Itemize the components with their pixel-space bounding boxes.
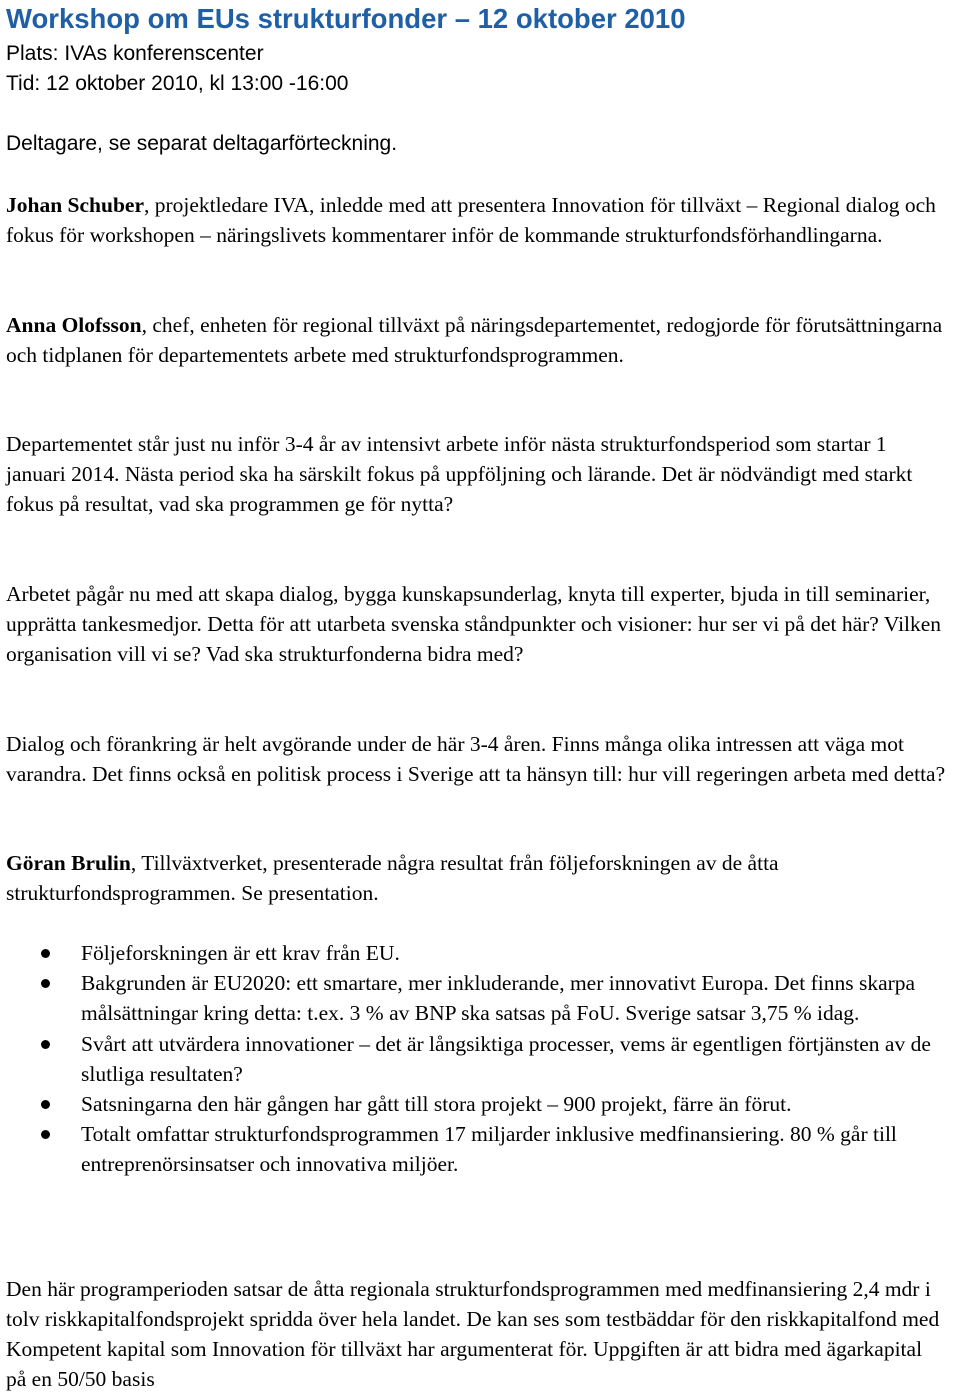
document-title: Workshop om EUs strukturfonder – 12 oktober 2010 (6, 3, 686, 34)
meeting-place: Plats: IVAs konferenscenter (6, 42, 264, 65)
bullet-dot-icon (41, 1100, 50, 1109)
paragraph-text: , chef, enheten för regional tillväxt på näringsdepartementet, redogjorde för förutsättningarna och tidplanen för departementets arbete med strukturfondsprogrammen. (6, 313, 943, 367)
paragraph-johan-schuber (6, 190, 946, 250)
list-item-text: Bakgrunden är EU2020: ett smartare, mer inkluderande, mer innovativt Europa. Det finns skarpa målsättningar kring detta: t.ex. 3 % av BNP ska satsas på FoU. Sverige satsar 3,75 % idag. (81, 971, 916, 1026)
speaker-name-johan: Johan Schuber (6, 193, 144, 217)
participants-note: Deltagare, se separat deltagarförteckning. (6, 132, 398, 155)
meeting-time: Tid: 12 oktober 2010, kl 13:00 -16:00 (6, 72, 349, 95)
bullet-list (0, 938, 960, 1180)
list-item (0, 1089, 960, 1119)
speaker-name-anna: Anna Olofsson (6, 313, 142, 337)
list-item (0, 968, 960, 1028)
paragraph-dialog: Dialog och förankring är helt avgörande under de här 3-4 åren. Finns många olika intressen att väga mot varandra. Det finns också en politisk process i Sverige att ta hänsyn till: hur vill regeringen arbeta med detta? (6, 732, 946, 786)
paragraph-anna-olofsson (6, 310, 946, 370)
list-item-text: Svårt att utvärdera innovationer – det är långsiktiga processer, vems är egentligen förtjänsten av de slutliga resultaten? (81, 1031, 931, 1086)
list-item (0, 1029, 960, 1089)
list-item (0, 938, 960, 968)
bullet-dot-icon (41, 949, 50, 958)
bullet-dot-icon (41, 1130, 50, 1139)
paragraph-goran-brulin (6, 848, 946, 908)
list-item-text: Satsningarna den här gången har gått till stora projekt – 900 projekt, färre än förut. (81, 1092, 792, 1117)
paragraph-text: , projektledare IVA, inledde med att presentera Innovation för tillväxt – Regional dialog och fokus för workshopen – näringslivets kommentarer inför de kommande strukturfondsförhandlingarna. (6, 193, 936, 247)
list-item-text: Totalt omfattar strukturfondsprogrammen 17 miljarder inklusive medfinansiering. 80 % går till entreprenörsinsatser och innovativa miljöer. (81, 1122, 897, 1177)
paragraph-arbetet: Arbetet pågår nu med att skapa dialog, bygga kunskapsunderlag, knyta till experter, bjuda in till seminarier, upprätta tankesmedjor. Detta för att utarbeta svenska ståndpunkter och visioner: hur ser vi på det här? Vilken organisation vill vi se? Vad ska strukturfonderna bidra med? (6, 582, 942, 666)
list-item (0, 1119, 960, 1179)
paragraph-text: , Tillväxtverket, presenterade några resultat från följeforskningen av de åtta strukturfondsprogrammen. Se presentation. (6, 851, 779, 905)
speaker-name-goran: Göran Brulin (6, 851, 131, 875)
list-item-text: Följeforskningen är ett krav från EU. (81, 941, 400, 965)
paragraph-departementet: Departementet står just nu inför 3-4 år av intensivt arbete inför nästa strukturfondsperiod som startar 1 januari 2014. Nästa period ska ha särskilt fokus på uppföljning och lärande. Det är nödvändigt med starkt fokus på resultat, vad ska programmen ge för nytta? (6, 432, 913, 516)
bullet-dot-icon (41, 1040, 50, 1049)
paragraph-programperiod: Den här programperioden satsar de åtta regionala strukturfondsprogrammen med medfinansiering 2,4 mdr i tolv riskkapitalfondsprojekt spridda över hela landet. De kan ses som testbäddar för den riskkapitalfond med Kompetent kapital som Innovation för tillväxt har argumenterat för. Uppgiften är att bidra med ägarkapital på en 50/50 basis (6, 1277, 940, 1391)
bullet-dot-icon (41, 979, 50, 988)
